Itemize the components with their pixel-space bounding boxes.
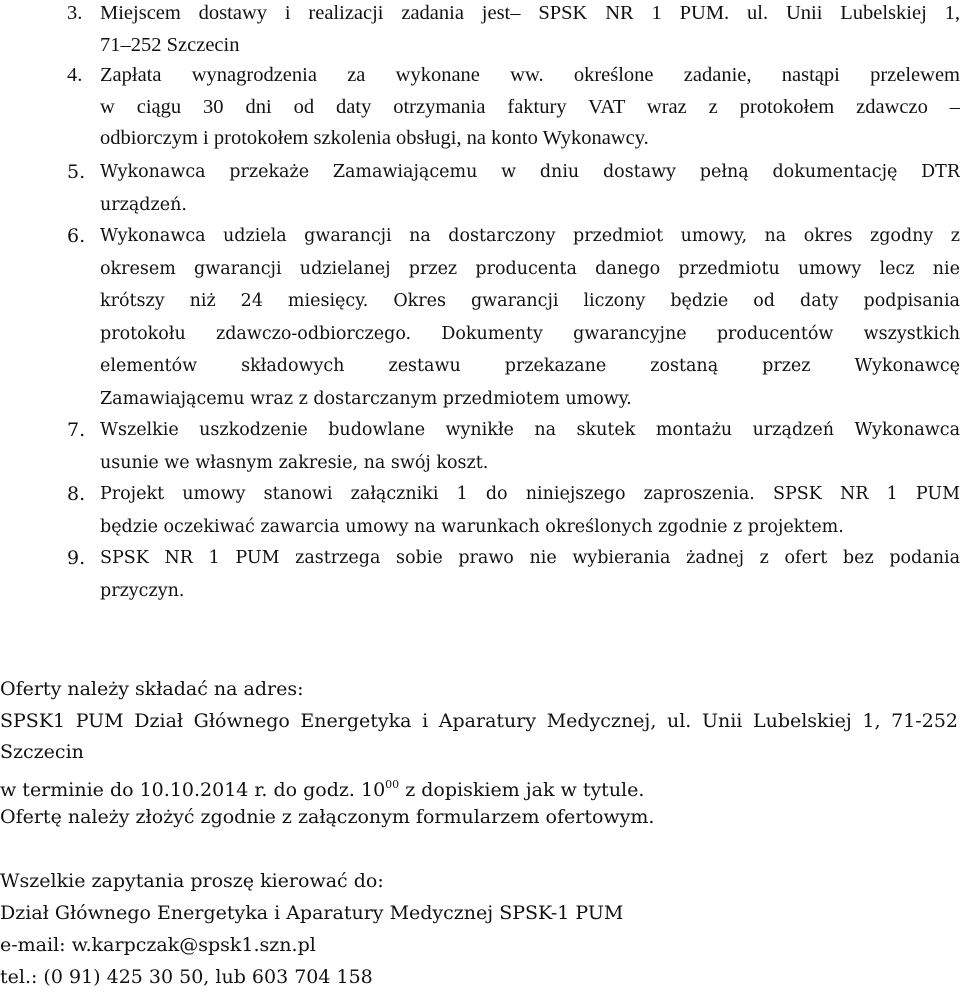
list-number: 8. bbox=[67, 483, 86, 505]
deadline-minutes: 00 bbox=[385, 778, 400, 791]
deadline-prefix: w terminie do 10.10.2014 r. do godz. 10 bbox=[0, 779, 386, 801]
list-text-line: SPSK NR 1 PUM zastrzega sobie prawo nie wybierania żadnej z ofert bez podania bbox=[100, 548, 960, 568]
list-text-line: Zamawiającemu wraz z dostarczanym przedmiotem umowy. bbox=[100, 388, 632, 409]
list-item-3 bbox=[0, 0, 960, 61]
contact-department: Dział Głównego Energetyka i Aparatury Medycznej SPSK-1 PUM bbox=[0, 902, 624, 924]
list-text-line: Miejscem dostawy i realizacji zadania jest– SPSK NR 1 PUM. ul. Unii Lubelskiej 1, bbox=[100, 2, 960, 24]
list-item-4 bbox=[0, 60, 960, 155]
list-text-line: elementów składowych zestawu przekazane zostaną przez Wykonawcę bbox=[100, 356, 960, 376]
list-text-line: przyczyn. bbox=[100, 580, 185, 601]
list-number: 6. bbox=[67, 225, 86, 247]
list-text-line: Wszelkie uszkodzenie budowlane wynikłe na skutek montażu urządzeń Wykonawca bbox=[100, 420, 960, 440]
list-text-line: protokołu zdawczo-odbiorczego. Dokumenty gwarancyjne producentów wszystkich bbox=[100, 323, 960, 344]
list-item-7 bbox=[0, 414, 960, 479]
list-text-line: krótszy niż 24 miesięcy. Okres gwarancji liczony będzie od daty podpisania bbox=[100, 291, 960, 311]
list-text-line: Wykonawca przekaże Zamawiającemu w dniu dostawy pełną dokumentację DTR bbox=[100, 162, 960, 182]
list-text-line: 71–252 Szczecin bbox=[100, 33, 240, 56]
list-number: 5. bbox=[67, 161, 86, 183]
list-item-6 bbox=[0, 220, 960, 415]
list-item-5 bbox=[0, 156, 960, 221]
list-text-line: w ciągu 30 dni od daty otrzymania faktury VAT wraz z protokołem zdawczo – bbox=[100, 95, 960, 118]
list-text-line: usunie we własnym zakresie, na swój koszt. bbox=[100, 452, 489, 473]
contact-phone: tel.: (0 91) 425 30 50, lub 603 704 158 bbox=[0, 966, 373, 988]
list-text-line: Wykonawca udziela gwarancji na dostarczony przedmiot umowy, na okres zgodny z bbox=[100, 226, 960, 246]
list-number: 4. bbox=[67, 64, 83, 86]
list-text-line: odbiorczym i protokołem szkolenia obsługi, na konto Wykonawcy. bbox=[100, 127, 649, 149]
list-text-line: będzie oczekiwać zawarcia umowy na warunkach określonych zgodnie z projektem. bbox=[100, 516, 844, 537]
contact-email[interactable]: e-mail: w.karpczak@spsk1.szn.pl bbox=[0, 934, 316, 956]
deadline-suffix: z dopiskiem jak w tytule. bbox=[399, 779, 645, 801]
list-item-8 bbox=[0, 478, 960, 543]
list-number: 9. bbox=[67, 547, 86, 569]
list-number: 3. bbox=[67, 2, 83, 24]
offers-heading: Oferty należy składać na adres: bbox=[0, 678, 304, 700]
list-number: 7. bbox=[67, 419, 86, 441]
list-item-9 bbox=[0, 542, 960, 607]
list-text-line: Zapłata wynagrodzenia za wykonane ww. określone zadanie, nastąpi przelewem bbox=[100, 64, 960, 86]
offers-form-note: Ofertę należy złożyć zgodnie z załączonym formularzem ofertowym. bbox=[0, 806, 655, 828]
offers-address-city: Szczecin bbox=[0, 741, 84, 763]
offers-address-line: SPSK1 PUM Dział Głównego Energetyka i Aparatury Medycznej, ul. Unii Lubelskiej 1, 71-252 bbox=[0, 710, 958, 732]
list-text-line: urządzeń. bbox=[100, 194, 187, 215]
list-text-line: Projekt umowy stanowi załączniki 1 do niniejszego zaproszenia. SPSK NR 1 PUM bbox=[100, 484, 960, 504]
list-text-line: okresem gwarancji udzielanej przez producenta danego przedmiotu umowy lecz nie bbox=[100, 258, 960, 279]
contact-heading: Wszelkie zapytania proszę kierować do: bbox=[0, 870, 384, 892]
offers-deadline bbox=[0, 770, 644, 805]
